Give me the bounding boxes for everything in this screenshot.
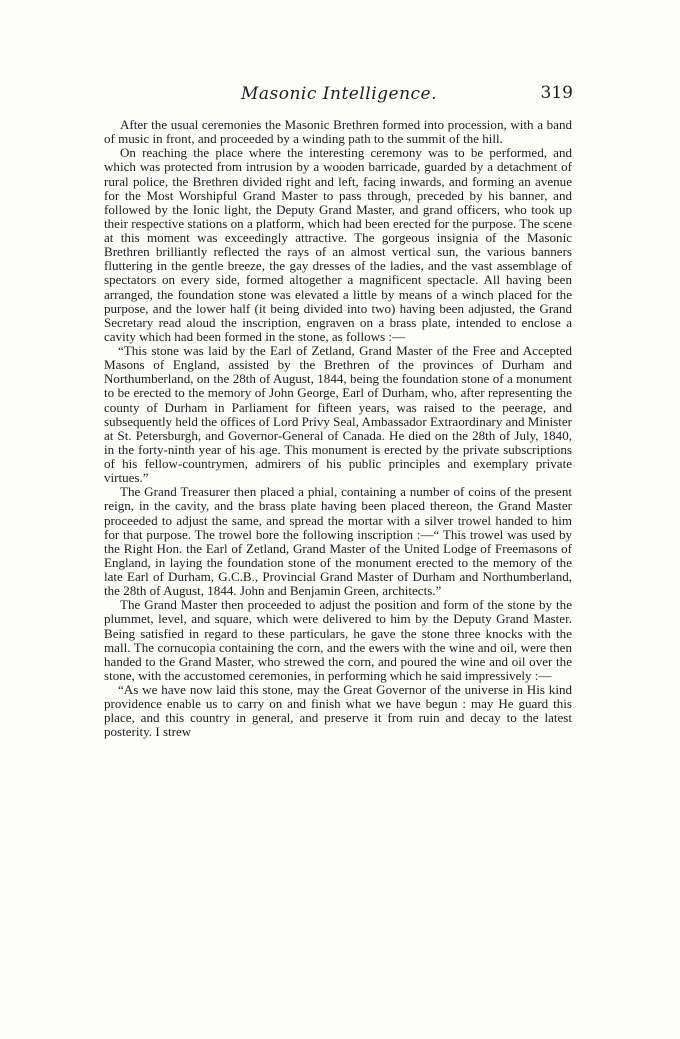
paragraph: After the usual ceremonies the Masonic Brethren formed into procession, with a band of music in front, and proceeded by a winding path to the summit of the hill. bbox=[104, 117, 572, 147]
prayer-quote: “As we have now laid this stone, may the Great Governor of the universe in His kind providence enable us to carry on and finish what we have begun : may He guard this place, and this country in general, and preserve it from ruin and decay to the latest posterity. I strew bbox=[104, 682, 572, 740]
article-body bbox=[104, 118, 572, 740]
paragraph: The Grand Treasurer then placed a phial, containing a number of coins of the present reign, in the cavity, and the brass plate having been placed thereon, the Grand Master proceeded to adjust the same, and spread the mortar with a silver trowel handed to him for that purpose. The trowel bore the following inscription :—“ This trowel was used by the Right Hon. the Earl of Zetland, Grand Master of the United Lodge of Freemasons of England, in laying the foundation stone of the monument erected to the memory of the late Earl of Durham, G.C.B., Provincial Grand Master of Durham and Northumberland, the 28th of August, 1844. John and Benjamin Green, architects.” bbox=[104, 484, 572, 599]
page-header bbox=[105, 84, 573, 110]
page-number: 319 bbox=[540, 83, 573, 103]
inscription-quote: “This stone was laid by the Earl of Zetland, Grand Master of the Free and Accepted Masons of England, assisted by the Brethren of the provinces of Durham and Northumberland, on the 28th of August, 1844, being the foundation stone of a monument to be erected to the memory of John George, Earl of Durham, who, after representing the county of Durham in Parliament for fifteen years, was raised to the peerage, and subsequently held the offices of Lord Privy Seal, Ambassador Extraordinary and Minister at St. Petersburgh, and Governor-General of Canada. He died on the 28th of July, 1840, in the forty-ninth year of his age. This monument is erected by the private subscriptions of his fellow-countrymen, admirers of his public principles and exemplary private virtues.” bbox=[104, 343, 572, 486]
paragraph: On reaching the place where the interesting ceremony was to be performed, and which was protected from intrusion by a wooden barricade, guarded by a detachment of rural police, the Brethren divided right and left, facing inwards, and forming an avenue for the Most Worshipful Grand Master to pass through, preceded by his banner, and followed by the Ionic light, the Deputy Grand Master, and grand officers, who took up their respective stations on a platform, which had been erected for the purpose. The scene at this moment was exceedingly attractive. The gorgeous insignia of the Masonic Brethren brilliantly reflected the rays of an almost vertical sun, the various banners fluttering in the gentle breeze, the gay dresses of the ladies, and the vast assemblage of spectators on every side, formed altogether a magnificent spectacle. All having been arranged, the foundation stone was elevated a little by means of a winch placed for the purpose, and the lower half (it being divided into two) having been adjusted, the Grand Secretary read aloud the inscription, engraven on a brass plate, intended to enclose a cavity which had been formed in the stone, as follows :— bbox=[104, 145, 572, 344]
paragraph: The Grand Master then proceeded to adjust the position and form of the stone by the plummet, level, and square, which were delivered to him by the Deputy Grand Master. Being satisfied in regard to these particulars, he gave the stone three knocks with the mall. The cornucopia containing the corn, and the ewers with the wine and oil, were then handed to the Grand Master, who strewed the corn, and poured the wine and oil over the stone, with the accustomed ceremonies, in performing which he said impressively :— bbox=[104, 597, 572, 683]
running-title: Masonic Intelligence. bbox=[240, 84, 438, 104]
